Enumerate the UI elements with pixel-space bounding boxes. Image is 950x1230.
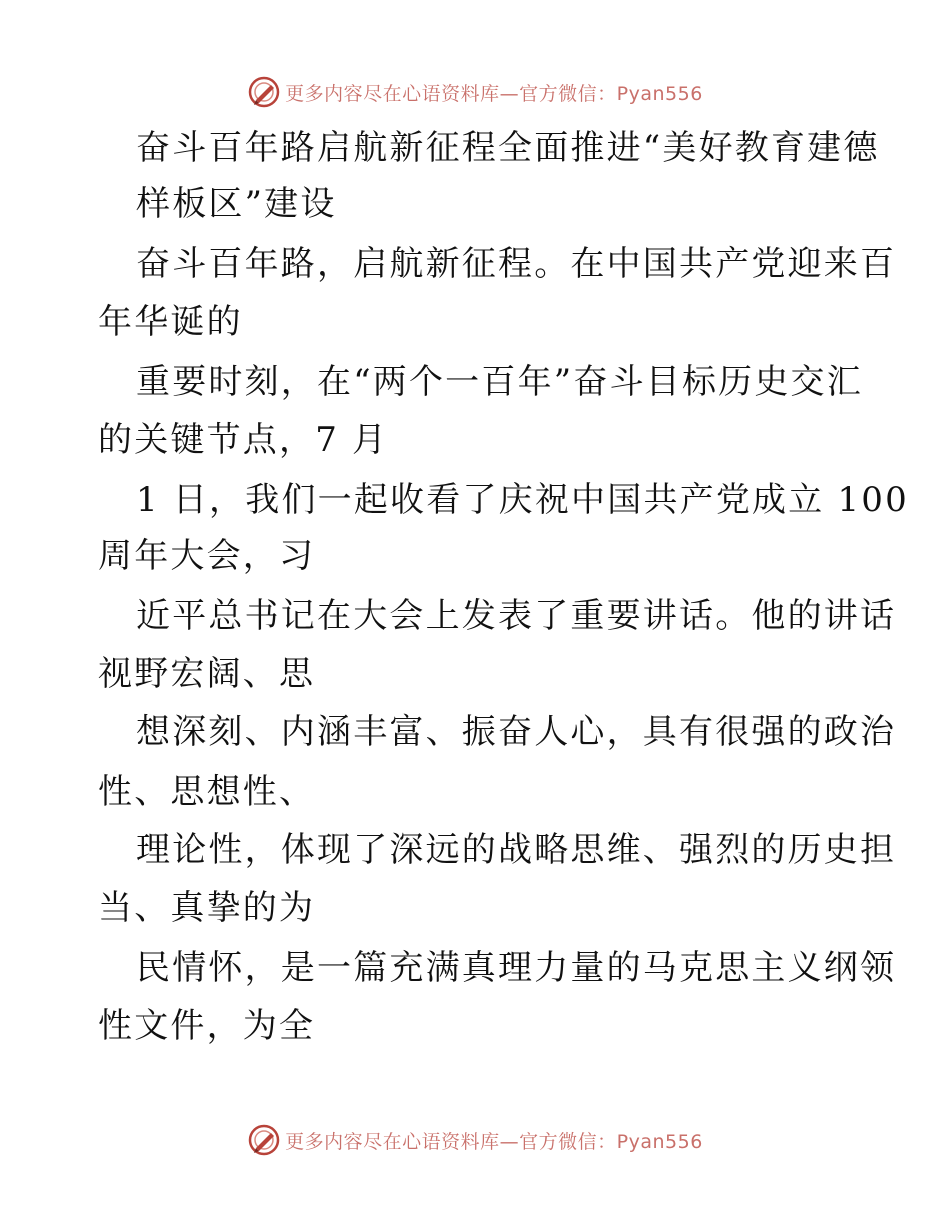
paragraph-line: 性、思想性、 <box>98 772 316 812</box>
paragraph-line: 周年大会，习 <box>98 536 316 576</box>
paragraph-line: 视野宏阔、思 <box>98 654 316 694</box>
header-banner <box>0 72 950 112</box>
paragraph-line: 当、真挚的为 <box>98 888 316 928</box>
paragraph-line: 的关键节点，7 月 <box>98 420 389 460</box>
pen-logo-icon <box>247 1123 281 1157</box>
paragraph-line: 近平总书记在大会上发表了重要讲话。他的讲话 <box>136 596 897 636</box>
paragraph-line: 年华诞的 <box>98 302 243 342</box>
paragraph-line: 重要时刻，在“两个一百年”奋斗目标历史交汇 <box>136 362 863 402</box>
pen-logo-icon <box>247 75 281 109</box>
document-title-line-1: 奋斗百年路启航新征程全面推进“美好教育建德 <box>136 128 880 168</box>
paragraph-line: 理论性，体现了深远的战略思维、强烈的历史担 <box>136 830 897 870</box>
footer-banner <box>0 1120 950 1160</box>
paragraph-line: 性文件，为全 <box>98 1006 316 1046</box>
paragraph-line: 想深刻、内涵丰富、振奋人心，具有很强的政治 <box>136 712 897 752</box>
paragraph-line: 奋斗百年路，启航新征程。在中国共产党迎来百 <box>136 244 897 284</box>
document-title-line-2: 样板区”建设 <box>136 184 337 224</box>
paragraph-line: 民情怀，是一篇充满真理力量的马克思主义纲领 <box>136 948 897 988</box>
header-banner-text: 更多内容尽在心语资料库—官方微信：Pyan556 <box>285 82 703 105</box>
footer-banner-text: 更多内容尽在心语资料库—官方微信：Pyan556 <box>285 1130 703 1153</box>
paragraph-line: 1 日，我们一起收看了庆祝中国共产党成立 100 <box>136 480 909 520</box>
